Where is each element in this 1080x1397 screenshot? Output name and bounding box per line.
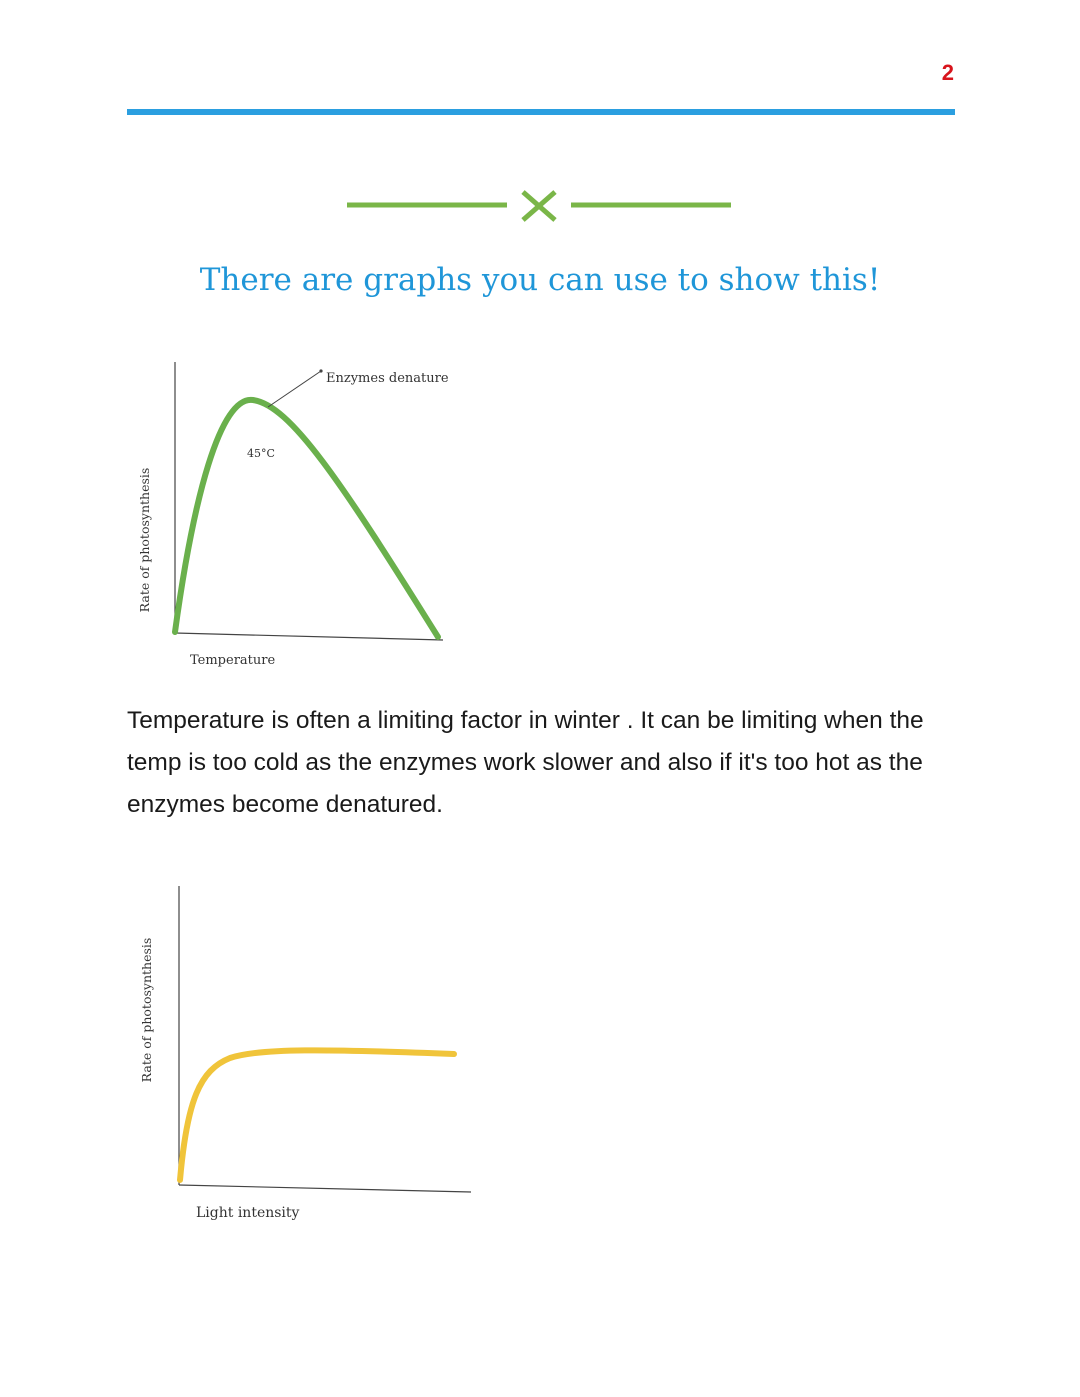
light-intensity-curve xyxy=(180,1050,454,1180)
x-axis xyxy=(179,1185,471,1192)
annotation-peak-temperature: 45°C xyxy=(247,447,275,460)
temperature-chart xyxy=(125,350,475,680)
y-axis-label: Rate of photosynthesis xyxy=(139,937,154,1083)
annotation-leader xyxy=(268,371,321,407)
x-icon xyxy=(523,192,555,220)
body-paragraph: Temperature is often a limiting factor in winter . It can be limiting when the temp is too cold as the enzymes work slower and also if it's too hot as the enzymes become denatured. xyxy=(127,707,924,818)
page-number: 2 xyxy=(941,60,954,85)
x-axis-label: Temperature xyxy=(190,653,276,668)
light-intensity-chart xyxy=(125,875,485,1225)
page-heading: There are graphs you can use to show this! xyxy=(199,262,881,298)
x-axis-label: Light intensity xyxy=(196,1205,300,1221)
annotation-enzymes-denature: Enzymes denature xyxy=(326,371,449,386)
annotation-dot xyxy=(319,369,322,372)
header-rule xyxy=(127,109,955,115)
x-axis xyxy=(175,633,443,640)
temperature-curve xyxy=(175,400,438,637)
divider xyxy=(347,180,731,230)
y-axis-label: Rate of photosynthesis xyxy=(137,467,152,613)
